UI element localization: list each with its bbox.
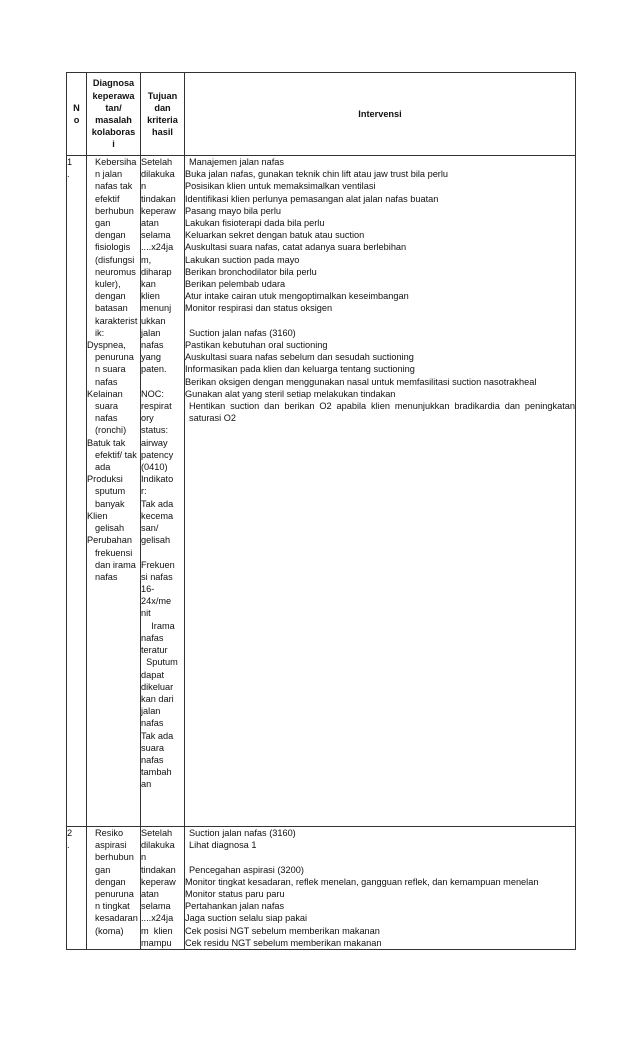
goal-line: gelisah — [141, 535, 171, 546]
goal-line: san/ — [141, 523, 159, 534]
intervention-line: Cek posisi NGT sebelum memberikan makanan — [185, 925, 380, 936]
goal-line — [141, 546, 184, 558]
diagnosis-line: efektif/ tak — [95, 449, 137, 460]
intervention-line: Identifikasi klien perlunya pemasangan alat jalan nafas buatan — [185, 193, 439, 204]
diagnosis-line: dengan — [95, 230, 126, 241]
diagnosis-line: Resiko — [95, 828, 124, 838]
diagnosis-line: batasan — [95, 303, 128, 314]
goal-line: selama — [141, 230, 171, 241]
goal-line: r: — [141, 486, 147, 497]
diagnosis-cell — [87, 156, 141, 827]
goal-line: airway — [141, 437, 168, 448]
diagnosis-line: berhubun — [95, 852, 134, 863]
intervention-line: Monitor status paru paru — [185, 889, 285, 899]
diagnosis-line: nafas — [95, 413, 118, 424]
goal-line: tambah — [141, 767, 172, 778]
goal-line: tindakan — [141, 864, 176, 875]
goal-line: nafas — [141, 718, 164, 729]
intervention-line: Lakukan suction pada mayo — [185, 254, 300, 265]
goal-line: respirat — [141, 401, 172, 412]
intervention-line: Gunakan alat yang steril setiap melakukan tindakan — [185, 388, 396, 399]
goal-line: n — [141, 852, 147, 863]
intervention-line: Pertahankan jalan nafas — [185, 901, 285, 912]
goal-line: ....x24ja — [141, 242, 174, 253]
goal-line: Sputum — [141, 657, 178, 668]
goal-cell — [141, 827, 185, 950]
goal-line: ory — [141, 413, 154, 424]
goal-line: dilakuka — [141, 840, 175, 851]
goal-line: Frekuen — [141, 559, 175, 570]
intervention-line: Pencegahan aspirasi (3200) — [189, 864, 304, 875]
diagnosis-line: ada — [95, 462, 111, 473]
row-number: 2 . — [67, 828, 73, 851]
diagnosis-line: Kebersiha — [95, 157, 137, 167]
header-intervention: Intervensi — [185, 73, 576, 156]
diagnosis-line: dengan — [95, 291, 126, 302]
goal-line: dilakuka — [141, 169, 175, 180]
diagnosis-line: n tingkat — [95, 901, 130, 912]
diagnosis-cell — [87, 827, 141, 950]
goal-line: klien — [141, 291, 160, 302]
goal-line: nit — [141, 608, 151, 619]
diagnosis-line: karakterist — [95, 315, 138, 326]
diagnosis-line: gan — [95, 864, 111, 875]
diagnosis-line: (ronchi) — [95, 425, 127, 436]
diagnosis-line: n suara — [95, 364, 126, 375]
diagnosis-line: Perubahan — [87, 535, 132, 546]
intervention-line: Suction jalan nafas (3160) — [189, 828, 296, 838]
diagnosis-line: dengan — [95, 876, 126, 887]
goal-line: Setelah — [141, 828, 173, 838]
intervention-line: Cek residu NGT sebelum memberikan makanan — [185, 937, 382, 948]
diagnosis-line: Klien — [87, 510, 108, 521]
intervention-line: Berikan pelembab udara — [185, 279, 286, 290]
diagnosis-line: penuruna — [95, 889, 134, 900]
diagnosis-line: fisiologis — [95, 242, 131, 253]
diagnosis-line: (disfungsi — [95, 254, 135, 265]
intervention-cell — [185, 156, 576, 827]
diagnosis-line: frekuensi — [95, 547, 133, 558]
diagnosis-line: penuruna — [95, 352, 134, 363]
goal-line: status: — [141, 425, 169, 436]
intervention-line — [185, 851, 575, 863]
intervention-line: Lihat diagnosa 1 — [189, 840, 257, 851]
intervention-line: Monitor respirasi dan status oksigen — [185, 303, 333, 314]
goal-line: dapat — [141, 669, 164, 680]
intervention-line: Posisikan klien untuk memaksimalkan ventilasi — [185, 181, 376, 192]
intervention-line: Jaga suction selalu siap pakai — [185, 913, 308, 924]
goal-line — [141, 376, 184, 388]
diagnosis-line: sputum — [95, 486, 126, 497]
intervention-line: Suction jalan nafas (3160) — [189, 327, 296, 338]
diagnosis-line: gan — [95, 218, 111, 229]
goal-line: diharap — [141, 266, 172, 277]
intervention-line: Auskultasi suara nafas, catat adanya suara berlebihan — [185, 242, 407, 253]
diagnosis-line: Kelainan — [87, 388, 123, 399]
goal-line: jalan — [141, 706, 161, 717]
diagnosis-line: aspirasi — [95, 840, 127, 851]
goal-line: Tak ada — [141, 498, 174, 509]
goal-line: kecema — [141, 510, 174, 521]
diagnosis-line: suara — [95, 401, 118, 412]
goal-line: nafas — [141, 632, 164, 643]
goal-line: paten. — [141, 364, 167, 375]
goal-line: NOC: — [141, 388, 164, 399]
row-number-cell — [67, 156, 87, 827]
goal-line: yang — [141, 352, 161, 363]
row-number: 1 . — [67, 157, 73, 180]
diagnosis-line: n jalan — [95, 169, 123, 180]
diagnosis-line: nafas tak — [95, 181, 133, 192]
goal-line: Indikato — [141, 474, 174, 485]
goal-line: kan dari — [141, 693, 174, 704]
intervention-line: Keluarkan sekret dengan batuk atau suction — [185, 230, 365, 241]
diagnosis-line: nafas — [95, 376, 118, 387]
goal-line: atan — [141, 218, 159, 229]
diagnosis-line: nafas — [95, 571, 118, 582]
intervention-line: Atur intake cairan utuk mengoptimalkan keseimbangan — [185, 291, 409, 302]
goal-line: patency — [141, 449, 174, 460]
table-header-row — [67, 73, 576, 156]
diagnosis-line: Dyspnea, — [87, 340, 126, 351]
goal-line: keperaw — [141, 205, 176, 216]
intervention-line: Berikan oksigen dengan menggunakan nasal untuk memfasilitasi suction nasotrakheal — [185, 376, 537, 387]
goal-line: nafas — [141, 340, 164, 351]
goal-line: jalan — [141, 327, 161, 338]
goal-line: dikeluar — [141, 681, 174, 692]
goal-line: teratur — [141, 645, 168, 656]
diagnosis-line: efektif — [95, 193, 120, 204]
diagnosis-line: (koma) — [95, 925, 124, 936]
diagnosis-line: gelisah — [95, 523, 125, 534]
diagnosis-line: kesadaran — [95, 913, 138, 924]
header-diagnosis: Diagnosa keperawa tan/ masalah kolaboras i — [87, 73, 141, 156]
diagnosis-line: ik: — [95, 327, 105, 338]
nursing-care-table — [66, 72, 576, 950]
goal-line: mampu — [141, 937, 172, 948]
goal-line: tindakan — [141, 193, 176, 204]
goal-line: suara — [141, 742, 164, 753]
diagnosis-line: neuromus — [95, 266, 136, 277]
intervention-line: Lakukan fisioterapi dada bila perlu — [185, 218, 325, 229]
intervention-line: Pastikan kebutuhan oral suctioning — [185, 340, 328, 351]
intervention-line: Pasang mayo bila perlu — [185, 205, 282, 216]
goal-line: keperaw — [141, 876, 176, 887]
diagnosis-line: kuler), — [95, 279, 121, 290]
intervention-line: Monitor tingkat kesadaran, reflek menelan, gangguan reflek, dan kemampuan menelan — [185, 876, 539, 887]
table-row — [67, 827, 576, 950]
goal-line: nafas — [141, 754, 164, 765]
goal-line: (0410) — [141, 462, 168, 473]
table-row — [67, 156, 576, 827]
diagnosis-line: dan irama — [95, 559, 136, 570]
diagnosis-line: banyak — [95, 498, 125, 509]
intervention-line: Hentikan suction dan berikan O2 apabila klien menunjukkan bradikardia dan peningkatan saturasi O2 — [189, 401, 575, 424]
goal-line: kan — [141, 279, 156, 290]
goal-line: m, — [141, 254, 152, 265]
diagnosis-line: Batuk tak — [87, 437, 126, 448]
intervention-line: Auskultasi suara nafas sebelum dan sesudah suctioning — [185, 352, 414, 363]
goal-line: si nafas — [141, 571, 173, 582]
goal-line: Tak ada — [141, 730, 174, 741]
goal-line: selama — [141, 901, 171, 912]
goal-line: ukkan — [141, 315, 166, 326]
intervention-line: Informasikan pada klien dan keluarga tentang suctioning — [185, 364, 415, 375]
goal-line: an — [141, 779, 152, 790]
goal-line: Setelah — [141, 157, 173, 167]
header-no: N o — [67, 73, 87, 156]
goal-line: Irama — [141, 620, 175, 631]
goal-line: 24x/me — [141, 596, 172, 607]
goal-line: atan — [141, 889, 159, 900]
intervention-line — [185, 315, 575, 327]
intervention-line: Buka jalan nafas, gunakan teknik chin lift atau jaw trust bila perlu — [185, 169, 449, 180]
intervention-cell — [185, 827, 576, 950]
intervention-line: Manajemen jalan nafas — [189, 157, 284, 167]
goal-line: n — [141, 181, 147, 192]
goal-line: m klien — [141, 925, 173, 936]
goal-line: 16- — [141, 584, 155, 595]
goal-cell — [141, 156, 185, 827]
header-goal: Tujuan dan kriteria hasil — [141, 73, 185, 156]
goal-line: menunj — [141, 303, 172, 314]
row-number-cell — [67, 827, 87, 950]
diagnosis-line: berhubun — [95, 205, 134, 216]
intervention-line: Berikan bronchodilator bila perlu — [185, 266, 317, 277]
goal-line: ....x24ja — [141, 913, 174, 924]
diagnosis-line: Produksi — [87, 474, 123, 485]
